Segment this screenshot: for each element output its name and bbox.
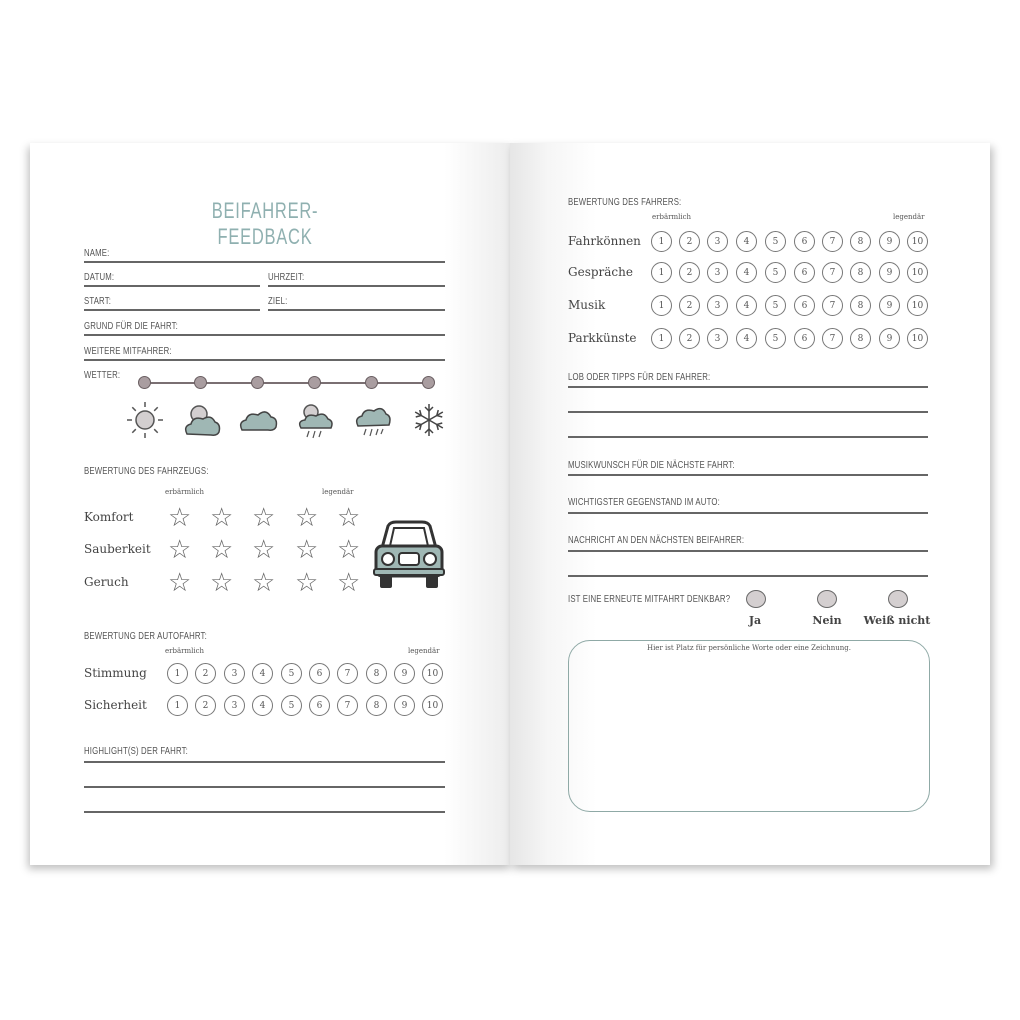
write-line[interactable] [84, 261, 445, 263]
driver-scale-low: erbärmlich [652, 213, 692, 221]
driver-row-3-option-3[interactable]: 3 [707, 295, 728, 316]
sun-rain-icon [295, 400, 335, 440]
sun-cloud-icon [181, 400, 221, 440]
star-rating-4[interactable]: ☆ [295, 567, 319, 597]
trip-row-1-option-7[interactable]: 7 [337, 663, 358, 684]
write-line[interactable] [84, 309, 260, 311]
lob-label: LOB ODER TIPPS FÜR DEN FAHRER: [568, 372, 711, 383]
driver-row-3-option-5[interactable]: 5 [765, 295, 786, 316]
driver-row-4-option-9[interactable]: 9 [879, 328, 900, 349]
star-rating-1[interactable]: ☆ [168, 567, 192, 597]
vehicle-row-label: Geruch [84, 575, 129, 589]
wetter-label: WETTER: [84, 370, 121, 381]
driver-row-3-option-7[interactable]: 7 [822, 295, 843, 316]
trip-row-1-option-2[interactable]: 2 [195, 663, 216, 684]
driver-row-2-option-6[interactable]: 6 [794, 262, 815, 283]
star-rating-2[interactable]: ☆ [210, 534, 234, 564]
snowflake-icon [409, 400, 449, 440]
trip-row-2-option-5[interactable]: 5 [281, 695, 302, 716]
write-line[interactable] [568, 386, 928, 388]
star-rating-2[interactable]: ☆ [210, 502, 234, 532]
answer-label: Ja [748, 614, 762, 627]
driver-row-3-option-8[interactable]: 8 [850, 295, 871, 316]
uhrzeit-label: UHRZEIT: [268, 272, 305, 283]
driver-row-4-option-10[interactable]: 10 [907, 328, 928, 349]
cloud-icon [238, 400, 278, 440]
write-line[interactable] [84, 359, 445, 361]
write-line[interactable] [268, 285, 445, 287]
driver-row-3-option-4[interactable]: 4 [736, 295, 757, 316]
answer-label: Nein [812, 614, 842, 627]
write-line[interactable] [568, 436, 928, 438]
star-rating-4[interactable]: ☆ [295, 502, 319, 532]
star-rating-5[interactable]: ☆ [337, 502, 361, 532]
datum-label: DATUM: [84, 272, 115, 283]
musik-label: MUSIKWUNSCH FÜR DIE NÄCHSTE FAHRT: [568, 460, 735, 471]
trip-row-2-option-4[interactable]: 4 [252, 695, 273, 716]
driver-row-1-option-2[interactable]: 2 [679, 231, 700, 252]
star-rating-3[interactable]: ☆ [252, 534, 276, 564]
page-title: BEIFAHRER-FEEDBACK [211, 198, 319, 249]
write-line[interactable] [568, 411, 928, 413]
star-rating-3[interactable]: ☆ [252, 567, 276, 597]
vehicle-row-label: Sauberkeit [84, 542, 151, 556]
weather-option-5[interactable] [365, 376, 378, 389]
vehicle-scale-high: legendär [322, 488, 354, 496]
highlights-label: HIGHLIGHT(S) DER FAHRT: [84, 746, 188, 757]
driver-row-2-option-3[interactable]: 3 [707, 262, 728, 283]
write-line[interactable] [568, 575, 928, 577]
mitfahrer-label: WEITERE MITFAHRER: [84, 346, 172, 357]
driver-row-1-option-4[interactable]: 4 [736, 231, 757, 252]
weather-option-6[interactable] [422, 376, 435, 389]
trip-row-1-option-9[interactable]: 9 [394, 663, 415, 684]
write-line[interactable] [84, 786, 445, 788]
driver-row-label: Gespräche [568, 265, 633, 279]
driver-row-2-option-9[interactable]: 9 [879, 262, 900, 283]
trip-row-1-option-4[interactable]: 4 [252, 663, 273, 684]
trip-rating-heading: BEWERTUNG DER AUTOFAHRT: [84, 631, 207, 642]
write-line[interactable] [568, 550, 928, 552]
driver-row-1-option-3[interactable]: 3 [707, 231, 728, 252]
weather-option-1[interactable] [138, 376, 151, 389]
driver-row-1-option-8[interactable]: 8 [850, 231, 871, 252]
vehicle-scale-low: erbärmlich [165, 488, 205, 496]
vehicle-row-label: Komfort [84, 510, 134, 524]
weather-option-3[interactable] [251, 376, 264, 389]
driver-row-2-option-4[interactable]: 4 [736, 262, 757, 283]
star-rating-3[interactable]: ☆ [252, 502, 276, 532]
driver-row-2-option-7[interactable]: 7 [822, 262, 843, 283]
driver-row-4-option-1[interactable]: 1 [651, 328, 672, 349]
write-line[interactable] [568, 512, 928, 514]
write-line[interactable] [84, 811, 445, 813]
star-rating-5[interactable]: ☆ [337, 567, 361, 597]
trip-scale-low: erbärmlich [165, 647, 205, 655]
star-rating-2[interactable]: ☆ [210, 567, 234, 597]
trip-scale-high: legendär [408, 647, 440, 655]
grund-label: GRUND FÜR DIE FAHRT: [84, 321, 178, 332]
driver-row-1-option-6[interactable]: 6 [794, 231, 815, 252]
driver-row-1-option-9[interactable]: 9 [879, 231, 900, 252]
trip-row-label: Stimmung [84, 666, 147, 680]
driver-row-4-option-5[interactable]: 5 [765, 328, 786, 349]
trip-row-2-option-9[interactable]: 9 [394, 695, 415, 716]
star-rating-1[interactable]: ☆ [168, 534, 192, 564]
trip-row-label: Sicherheit [84, 698, 147, 712]
star-rating-1[interactable]: ☆ [168, 502, 192, 532]
weather-option-4[interactable] [308, 376, 321, 389]
driver-rating-heading: BEWERTUNG DES FAHRERS: [568, 197, 682, 208]
driver-row-2-option-5[interactable]: 5 [765, 262, 786, 283]
write-line[interactable] [84, 334, 445, 336]
driver-row-4-option-7[interactable]: 7 [822, 328, 843, 349]
trip-row-1-option-10[interactable]: 10 [422, 663, 443, 684]
trip-row-1-option-8[interactable]: 8 [366, 663, 387, 684]
answer-radio-1[interactable] [746, 590, 766, 608]
answer-radio-3[interactable] [888, 590, 908, 608]
driver-row-4-option-3[interactable]: 3 [707, 328, 728, 349]
trip-row-2-option-6[interactable]: 6 [309, 695, 330, 716]
driver-row-2-option-2[interactable]: 2 [679, 262, 700, 283]
driver-row-1-option-7[interactable]: 7 [822, 231, 843, 252]
driver-row-1-option-1[interactable]: 1 [651, 231, 672, 252]
write-line[interactable] [84, 761, 445, 763]
trip-row-1-option-3[interactable]: 3 [224, 663, 245, 684]
driver-row-2-option-8[interactable]: 8 [850, 262, 871, 283]
answer-label: Weiß nicht [863, 614, 931, 627]
write-line[interactable] [84, 285, 260, 287]
driver-row-4-option-6[interactable]: 6 [794, 328, 815, 349]
weather-option-2[interactable] [194, 376, 207, 389]
write-line[interactable] [268, 309, 445, 311]
drawing-box-caption: Hier ist Platz für persönliche Worte oder eine Zeichnung. [646, 644, 852, 652]
driver-row-label: Musik [568, 298, 606, 312]
star-rating-5[interactable]: ☆ [337, 534, 361, 564]
driver-row-3-option-9[interactable]: 9 [879, 295, 900, 316]
driver-row-1-option-10[interactable]: 10 [907, 231, 928, 252]
car-icon [372, 518, 446, 592]
driver-row-4-option-8[interactable]: 8 [850, 328, 871, 349]
question-label: IST EINE ERNEUTE MITFAHRT DENKBAR? [568, 594, 731, 605]
gegenstand-label: WICHTIGSTER GEGENSTAND IM AUTO: [568, 497, 720, 508]
driver-row-3-option-2[interactable]: 2 [679, 295, 700, 316]
trip-row-2-option-2[interactable]: 2 [195, 695, 216, 716]
trip-row-2-option-1[interactable]: 1 [167, 695, 188, 716]
driver-scale-high: legendär [893, 213, 925, 221]
vehicle-rating-heading: BEWERTUNG DES FAHRZEUGS: [84, 466, 209, 477]
weather-scale-line [145, 382, 429, 384]
driver-row-label: Fahrkönnen [568, 234, 641, 248]
rain-cloud-icon [352, 400, 392, 440]
driver-row-4-option-2[interactable]: 2 [679, 328, 700, 349]
ziel-label: ZIEL: [268, 296, 288, 307]
nachricht-label: NACHRICHT AN DEN NÄCHSTEN BEIFAHRER: [568, 535, 745, 546]
write-line[interactable] [568, 474, 928, 476]
answer-radio-2[interactable] [817, 590, 837, 608]
trip-row-2-option-3[interactable]: 3 [224, 695, 245, 716]
driver-row-3-option-6[interactable]: 6 [794, 295, 815, 316]
driver-row-3-option-1[interactable]: 1 [651, 295, 672, 316]
trip-row-1-option-5[interactable]: 5 [281, 663, 302, 684]
name-label: NAME: [84, 248, 110, 259]
drawing-box[interactable] [568, 640, 930, 812]
trip-row-2-option-7[interactable]: 7 [337, 695, 358, 716]
trip-row-2-option-10[interactable]: 10 [422, 695, 443, 716]
trip-row-2-option-8[interactable]: 8 [366, 695, 387, 716]
sun-icon [125, 400, 165, 440]
driver-row-2-option-1[interactable]: 1 [651, 262, 672, 283]
star-rating-4[interactable]: ☆ [295, 534, 319, 564]
driver-row-label: Parkkünste [568, 331, 637, 345]
driver-row-3-option-10[interactable]: 10 [907, 295, 928, 316]
trip-row-1-option-1[interactable]: 1 [167, 663, 188, 684]
driver-row-2-option-10[interactable]: 10 [907, 262, 928, 283]
trip-row-1-option-6[interactable]: 6 [309, 663, 330, 684]
driver-row-1-option-5[interactable]: 5 [765, 231, 786, 252]
driver-row-4-option-4[interactable]: 4 [736, 328, 757, 349]
start-label: START: [84, 296, 112, 307]
